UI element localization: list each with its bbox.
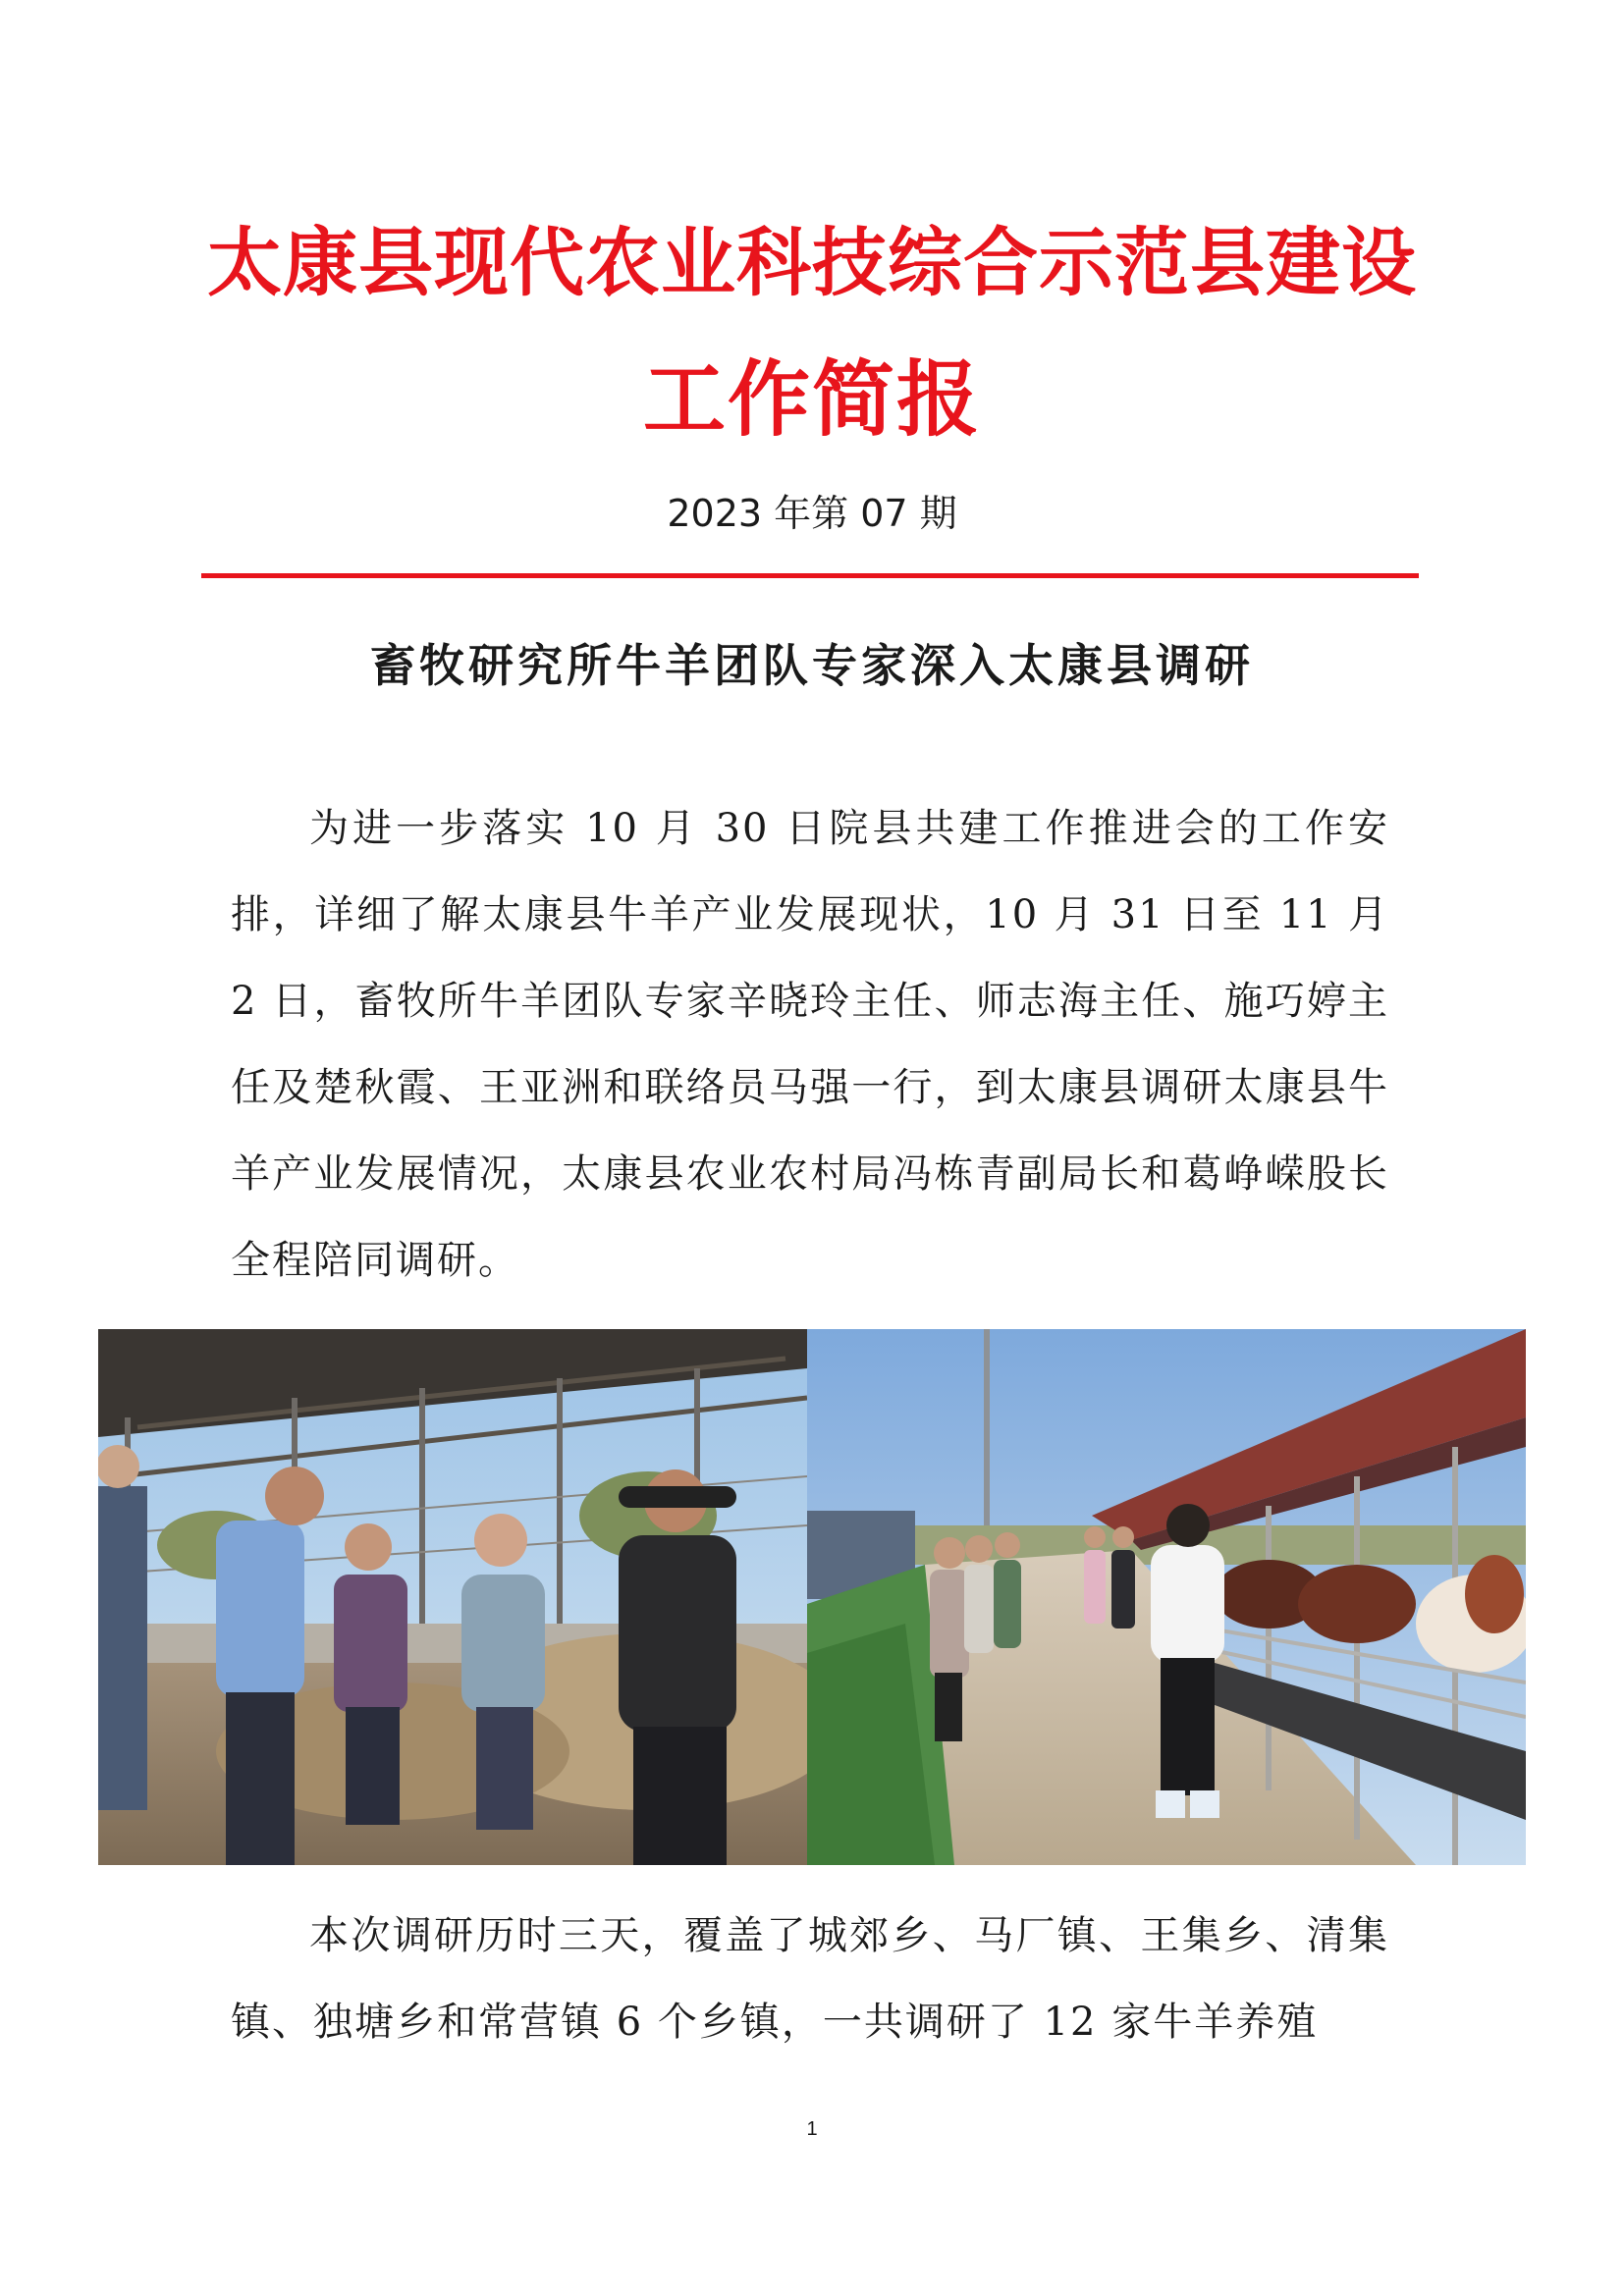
photo-feed-inspection-image [98,1329,807,1865]
photo-feed-inspection [98,1329,807,1865]
header-divider [201,573,1419,578]
bulletin-subtitle: 工作简报 [642,350,981,448]
photo-cattle-barn-image [807,1329,1526,1865]
bulletin-title: 太康县现代农业科技综合示范县建设 [207,219,1417,306]
article-paragraph-2: 本次调研历时三天，覆盖了城郊乡、马厂镇、王集乡、清集镇、独塘乡和常营镇 6 个乡镇，一共调研了 12 家牛羊养殖 [231,1913,1389,2045]
article-paragraph-1: 为进一步落实 10 月 30 日院县共建工作推进会的工作安排，详细了解太康县牛羊产业发展现状，10 月 31 日至 11 月 2 日，畜牧所牛羊团队专家辛晓玲主任、师志海主任、施巧婷主任及楚秋霞、王亚洲和联络员马强一行，到太康县调研太康县牛羊产业发展情况，太康县农业农村局冯栋青副局长和葛峥嵘股长全程陪同调研。 [231,806,1389,1283]
article-heading: 畜牧研究所牛羊团队专家深入太康县调研 [370,639,1254,692]
page-number: 1 [806,2118,818,2140]
photo-cattle-barn [807,1329,1526,1865]
issue-number: 2023 年第 07 期 [667,492,957,535]
